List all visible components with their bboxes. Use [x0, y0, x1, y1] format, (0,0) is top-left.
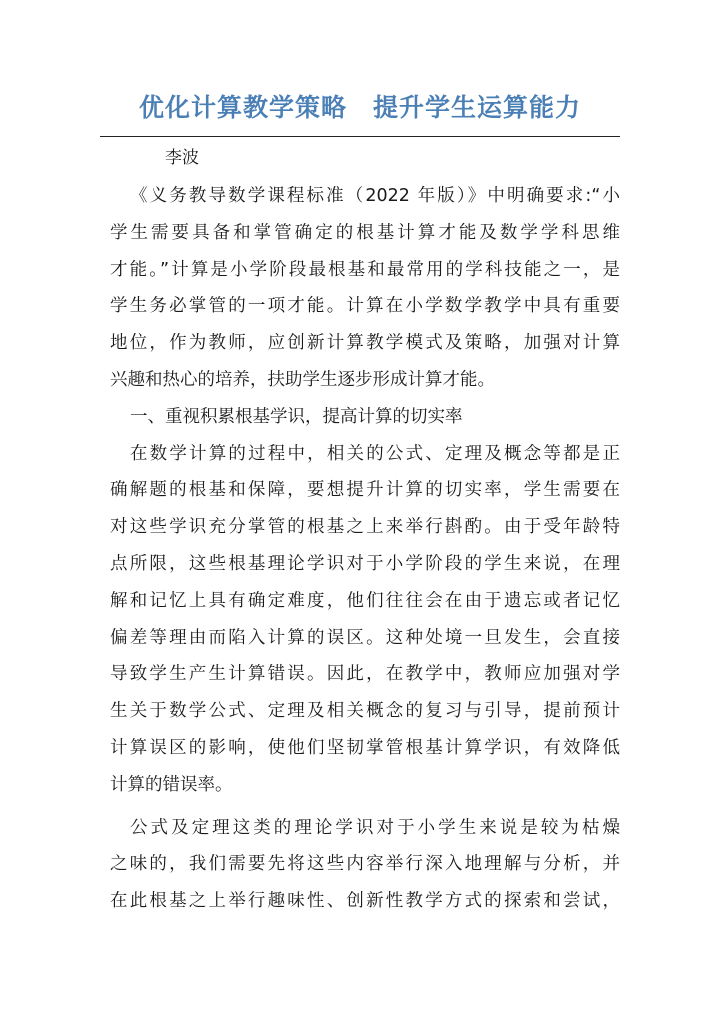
text-line: 点所限，这些根基理论学识对于小学阶段的学生来说，在理 — [110, 553, 620, 574]
text-line: 《义务教导数学课程标准（2022 年版）》中明确要求:“小 — [130, 186, 620, 206]
title-divider — [100, 136, 620, 137]
text-line: 地位，作为教师，应创新计算教学模式及策略，加强对计算 — [110, 333, 620, 354]
text-line: 学生需要具备和掌管确定的根基计算才能及数学学科思维 — [110, 222, 620, 243]
body-text — [110, 178, 620, 920]
text-line: 学生务必掌管的一项才能。计算在小学数学教学中具有重要 — [110, 296, 620, 317]
text-line: 在此根基之上举行趣味性、创新性教学方式的探索和尝试， — [110, 891, 620, 912]
text-line: 才能。”计算是小学阶段最根基和最常用的学科技能之一，是 — [110, 259, 620, 280]
text-line: 计算误区的影响，使他们坚韧掌管根基计算学识，有效降低 — [110, 737, 620, 758]
author-name: 李波 — [165, 148, 199, 168]
text-line: 解和记忆上具有确定难度，他们往往会在由于遗忘或者记忆 — [110, 590, 620, 611]
text-line: 计算的错误率。 — [110, 774, 233, 795]
text-line: 对这些学识充分掌管的根基之上来举行斟酌。由于受年龄特 — [110, 517, 620, 538]
section-heading: 一、重视积累根基学识，提高计算的切实率 — [130, 406, 463, 427]
text-line: 生关于数学公式、定理及相关概念的复习与引导，提前预计 — [110, 701, 620, 722]
text-line: 在数学计算的过程中，相关的公式、定理及概念等都是正 — [130, 443, 620, 464]
text-line: 导致学生产生计算错误。因此，在教学中，教师应加强对学 — [110, 664, 620, 685]
text-line: 兴趣和热心的培养，扶助学生逐步形成计算才能。 — [110, 369, 495, 390]
text-line: 之味的，我们需要先将这些内容举行深入地理解与分析，并 — [110, 854, 620, 875]
document-title: 优化计算教学策略 提升学生运算能力 — [138, 93, 581, 122]
text-line: 公式及定理这类的理论学识对于小学生来说是较为枯燥 — [130, 817, 620, 838]
text-line: 偏差等理由而陷入计算的误区。这种处境一旦发生，会直接 — [110, 627, 620, 648]
text-line: 确解题的根基和保障，要想提升计算的切实率，学生需要在 — [110, 480, 620, 501]
